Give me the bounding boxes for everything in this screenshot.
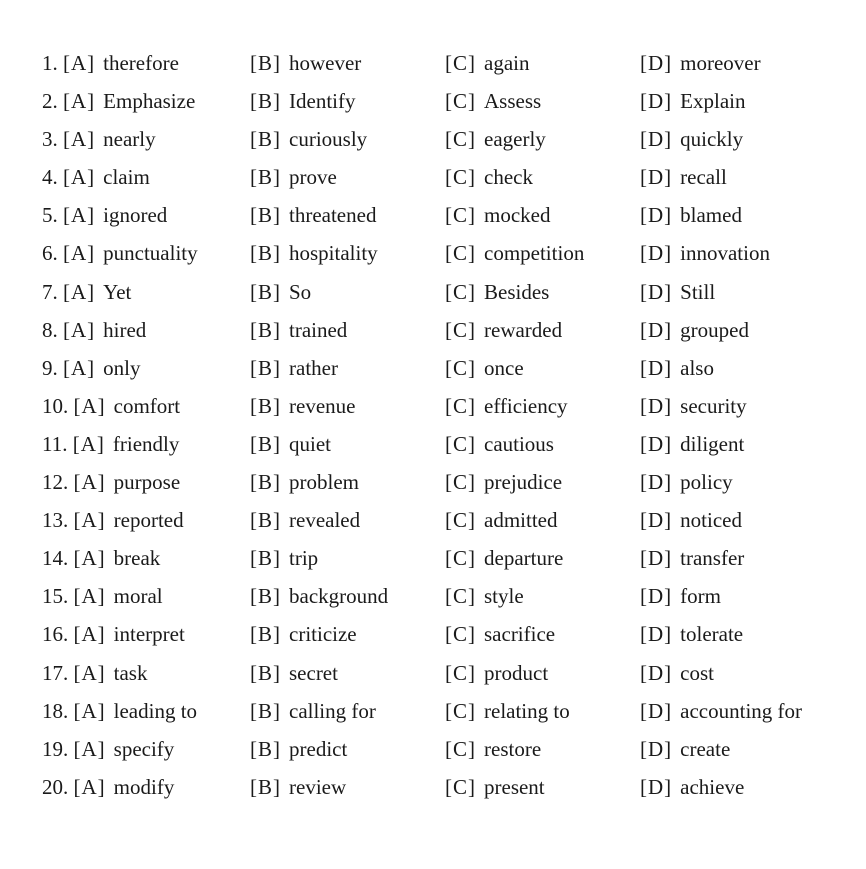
option-word: eagerly <box>484 127 546 152</box>
option-letter: [C] <box>445 355 476 380</box>
option-word: criticize <box>289 622 357 647</box>
option-letter: [D] <box>640 546 673 571</box>
option-word: therefore <box>103 51 179 75</box>
option-letter: [C] <box>445 546 476 571</box>
option-letter: [A] <box>63 355 96 380</box>
option-b <box>250 615 357 653</box>
option-c <box>445 82 541 120</box>
question-row <box>0 120 866 158</box>
option-letter: [B] <box>250 355 281 380</box>
option-letter: [D] <box>640 241 673 266</box>
option-d <box>640 82 745 120</box>
option-c <box>445 692 570 730</box>
option-word: also <box>680 355 714 380</box>
option-word: Besides <box>484 279 550 304</box>
option-word: style <box>484 584 524 609</box>
option-c <box>445 44 529 82</box>
option-c <box>445 196 550 234</box>
option-word: ignored <box>103 203 168 228</box>
option-a <box>42 349 141 387</box>
option-a <box>42 44 179 82</box>
question-row <box>0 615 866 653</box>
option-d <box>640 196 742 234</box>
option-d <box>640 654 714 692</box>
option-letter: [B] <box>250 51 281 75</box>
option-a <box>42 120 156 158</box>
option-d <box>640 730 730 768</box>
option-word: admitted <box>484 508 558 533</box>
option-word: trained <box>289 317 348 342</box>
option-letter: [C] <box>445 51 476 75</box>
question-number: 9. <box>42 355 58 380</box>
question-number: 1. <box>42 51 58 75</box>
option-word: secret <box>289 660 338 685</box>
option-b <box>250 501 360 539</box>
option-c <box>445 273 549 311</box>
option-b <box>250 539 318 577</box>
option-word: threatened <box>289 203 377 228</box>
option-word: cautious <box>484 431 554 456</box>
option-b <box>250 44 361 82</box>
option-letter: [D] <box>640 203 673 228</box>
option-letter: [A] <box>63 241 96 266</box>
question-number: 17. <box>42 660 69 685</box>
option-letter: [B] <box>250 279 281 304</box>
option-letter: [B] <box>250 470 281 495</box>
question-number: 16. <box>42 622 69 647</box>
option-a <box>42 577 163 615</box>
option-word: So <box>289 279 312 304</box>
option-letter: [C] <box>445 203 476 228</box>
option-letter: [C] <box>445 279 476 304</box>
option-c <box>445 425 554 463</box>
option-letter: [D] <box>640 165 673 190</box>
option-d <box>640 311 749 349</box>
option-letter: [A] <box>72 431 105 456</box>
option-word: present <box>484 774 545 799</box>
option-word: Explain <box>680 89 746 114</box>
option-letter: [D] <box>640 279 673 304</box>
option-letter: [C] <box>445 89 476 114</box>
option-letter: [D] <box>640 470 673 495</box>
option-c <box>445 730 541 768</box>
option-letter: [A] <box>73 622 106 647</box>
question-number: 4. <box>42 165 58 190</box>
option-letter: [D] <box>640 89 673 114</box>
option-word: Assess <box>484 89 542 114</box>
option-letter: [B] <box>250 393 281 418</box>
option-word: interpret <box>113 622 185 647</box>
question-number: 11. <box>42 431 68 456</box>
option-c <box>445 234 584 272</box>
question-row <box>0 577 866 615</box>
question-number: 5. <box>42 203 58 228</box>
option-a <box>42 196 167 234</box>
option-d <box>640 577 721 615</box>
option-b <box>250 730 347 768</box>
cloze-options-sheet <box>0 44 866 806</box>
option-d <box>640 120 743 158</box>
question-row <box>0 82 866 120</box>
question-row <box>0 501 866 539</box>
option-b <box>250 387 355 425</box>
question-number: 6. <box>42 241 58 266</box>
option-word: however <box>289 51 362 75</box>
option-letter: [C] <box>445 736 476 761</box>
option-b <box>250 654 338 692</box>
question-row <box>0 692 866 730</box>
question-number: 3. <box>42 127 58 152</box>
option-d <box>640 158 727 196</box>
option-d <box>640 501 742 539</box>
question-number: 10. <box>42 393 69 418</box>
option-c <box>445 768 545 806</box>
question-row <box>0 539 866 577</box>
option-letter: [A] <box>73 660 106 685</box>
option-d <box>640 539 744 577</box>
option-word: reported <box>113 508 184 533</box>
question-row <box>0 654 866 692</box>
question-row <box>0 425 866 463</box>
option-word: cost <box>680 660 714 685</box>
option-c <box>445 120 546 158</box>
option-word: create <box>680 736 731 761</box>
option-word: trip <box>289 546 319 571</box>
option-letter: [C] <box>445 165 476 190</box>
option-word: specify <box>113 736 175 761</box>
option-word: hired <box>103 317 147 342</box>
option-letter: [A] <box>63 279 96 304</box>
option-b <box>250 768 346 806</box>
option-word: security <box>680 393 747 418</box>
option-word: prove <box>289 165 337 190</box>
option-word: friendly <box>112 431 180 456</box>
option-d <box>640 463 733 501</box>
question-row <box>0 349 866 387</box>
option-letter: [C] <box>445 317 476 342</box>
question-row <box>0 44 866 82</box>
question-number: 15. <box>42 584 69 609</box>
option-word: relating to <box>484 698 570 723</box>
option-letter: [A] <box>73 584 106 609</box>
question-row <box>0 387 866 425</box>
option-word: restore <box>484 736 542 761</box>
question-row <box>0 730 866 768</box>
option-letter: [A] <box>73 698 106 723</box>
option-a <box>42 82 195 120</box>
option-word: mocked <box>484 203 551 228</box>
option-word: noticed <box>680 508 742 533</box>
option-letter: [A] <box>73 546 106 571</box>
option-word: quickly <box>680 127 744 152</box>
option-a <box>42 425 179 463</box>
option-word: claim <box>103 165 150 190</box>
option-letter: [C] <box>445 508 476 533</box>
option-word: achieve <box>680 774 745 799</box>
option-word: revenue <box>289 393 356 418</box>
option-letter: [C] <box>445 241 476 266</box>
option-word: transfer <box>680 546 745 571</box>
option-letter: [C] <box>445 393 476 418</box>
option-a <box>42 730 174 768</box>
option-c <box>445 539 563 577</box>
option-word: check <box>484 165 533 190</box>
option-letter: [D] <box>640 698 673 723</box>
option-b <box>250 349 338 387</box>
option-word: form <box>680 584 721 609</box>
option-c <box>445 463 562 501</box>
option-letter: [D] <box>640 622 673 647</box>
question-row <box>0 768 866 806</box>
option-a <box>42 768 174 806</box>
option-a <box>42 158 150 196</box>
question-number: 8. <box>42 317 58 342</box>
option-letter: [D] <box>640 508 673 533</box>
option-letter: [B] <box>250 317 281 342</box>
option-word: punctuality <box>103 241 198 266</box>
option-word: rather <box>289 355 338 380</box>
option-word: product <box>484 660 549 685</box>
option-d <box>640 349 714 387</box>
option-letter: [A] <box>73 774 106 799</box>
question-number: 20. <box>42 774 69 799</box>
option-letter: [B] <box>250 622 281 647</box>
option-word: leading to <box>113 698 198 723</box>
option-letter: [A] <box>63 127 96 152</box>
option-word: rewarded <box>484 317 563 342</box>
option-b <box>250 311 347 349</box>
option-word: calling for <box>289 698 376 723</box>
option-letter: [B] <box>250 698 281 723</box>
option-letter: [A] <box>73 508 106 533</box>
option-letter: [A] <box>63 165 96 190</box>
question-number: 2. <box>42 89 58 114</box>
option-word: background <box>289 584 389 609</box>
option-d <box>640 44 761 82</box>
option-word: hospitality <box>289 241 378 266</box>
option-word: problem <box>289 470 359 495</box>
question-row <box>0 311 866 349</box>
option-a <box>42 654 147 692</box>
option-word: recall <box>680 165 727 190</box>
question-row <box>0 463 866 501</box>
option-a <box>42 234 198 272</box>
option-b <box>250 425 331 463</box>
option-letter: [A] <box>73 470 106 495</box>
option-c <box>445 387 568 425</box>
option-d <box>640 768 744 806</box>
option-word: quiet <box>289 431 331 456</box>
option-word: innovation <box>680 241 770 266</box>
option-word: predict <box>289 736 348 761</box>
option-letter: [B] <box>250 89 281 114</box>
option-a <box>42 539 160 577</box>
option-c <box>445 577 524 615</box>
option-letter: [C] <box>445 660 476 685</box>
option-word: departure <box>484 546 564 571</box>
option-word: comfort <box>113 393 181 418</box>
option-word: purpose <box>113 470 181 495</box>
question-row <box>0 234 866 272</box>
option-c <box>445 311 562 349</box>
option-b <box>250 577 388 615</box>
option-word: once <box>484 355 524 380</box>
option-c <box>445 349 524 387</box>
option-c <box>445 615 555 653</box>
option-letter: [B] <box>250 508 281 533</box>
option-a <box>42 463 180 501</box>
option-letter: [B] <box>250 546 281 571</box>
option-d <box>640 234 770 272</box>
option-word: prejudice <box>484 470 563 495</box>
option-b <box>250 463 359 501</box>
option-word: revealed <box>289 508 361 533</box>
option-letter: [C] <box>445 431 476 456</box>
option-letter: [D] <box>640 393 673 418</box>
option-b <box>250 158 337 196</box>
option-b <box>250 82 355 120</box>
option-letter: [A] <box>63 317 96 342</box>
question-row <box>0 196 866 234</box>
option-letter: [B] <box>250 203 281 228</box>
option-word: moral <box>113 584 163 609</box>
option-a <box>42 387 180 425</box>
question-number: 12. <box>42 470 69 495</box>
option-word: break <box>113 546 161 571</box>
option-letter: [C] <box>445 584 476 609</box>
option-word: policy <box>680 470 733 495</box>
option-c <box>445 654 548 692</box>
option-b <box>250 234 378 272</box>
option-letter: [A] <box>73 393 106 418</box>
option-word: nearly <box>103 127 156 152</box>
question-number: 13. <box>42 508 69 533</box>
option-word: competition <box>484 241 585 266</box>
option-letter: [C] <box>445 470 476 495</box>
question-number: 14. <box>42 546 69 571</box>
option-letter: [C] <box>445 698 476 723</box>
question-number: 19. <box>42 736 69 761</box>
option-letter: [C] <box>445 774 476 799</box>
option-letter: [D] <box>640 431 673 456</box>
option-letter: [D] <box>640 660 673 685</box>
option-word: Yet <box>103 279 132 304</box>
option-d <box>640 615 743 653</box>
question-row <box>0 158 866 196</box>
option-b <box>250 273 311 311</box>
option-d <box>640 387 747 425</box>
option-d <box>640 273 715 311</box>
option-letter: [C] <box>445 622 476 647</box>
option-word: tolerate <box>680 622 744 647</box>
option-b <box>250 692 376 730</box>
option-letter: [B] <box>250 127 281 152</box>
option-letter: [D] <box>640 317 673 342</box>
option-b <box>250 120 367 158</box>
option-d <box>640 692 802 730</box>
option-word: again <box>484 51 530 75</box>
option-word: diligent <box>680 431 745 456</box>
option-letter: [B] <box>250 241 281 266</box>
option-word: modify <box>113 774 175 799</box>
option-word: Identify <box>289 89 356 114</box>
option-letter: [B] <box>250 165 281 190</box>
option-letter: [D] <box>640 127 673 152</box>
option-word: review <box>289 774 347 799</box>
question-number: 18. <box>42 698 69 723</box>
option-word: moreover <box>680 51 761 75</box>
option-a <box>42 311 146 349</box>
option-letter: [D] <box>640 584 673 609</box>
option-word: curiously <box>289 127 368 152</box>
option-letter: [C] <box>445 127 476 152</box>
option-c <box>445 158 533 196</box>
option-a <box>42 692 197 730</box>
question-row <box>0 273 866 311</box>
option-a <box>42 273 131 311</box>
option-letter: [B] <box>250 736 281 761</box>
option-d <box>640 425 744 463</box>
option-word: Still <box>680 279 716 304</box>
option-letter: [B] <box>250 431 281 456</box>
option-letter: [A] <box>63 89 96 114</box>
option-letter: [D] <box>640 51 673 75</box>
option-word: Emphasize <box>103 89 196 114</box>
option-letter: [A] <box>63 51 96 75</box>
option-word: blamed <box>680 203 742 228</box>
option-letter: [B] <box>250 660 281 685</box>
question-number: 7. <box>42 279 58 304</box>
option-word: sacrifice <box>484 622 556 647</box>
option-b <box>250 196 376 234</box>
option-a <box>42 501 184 539</box>
option-word: task <box>113 660 148 685</box>
option-letter: [D] <box>640 736 673 761</box>
option-word: accounting for <box>680 698 803 723</box>
option-word: only <box>103 355 141 380</box>
option-word: grouped <box>680 317 749 342</box>
option-letter: [B] <box>250 584 281 609</box>
option-letter: [B] <box>250 774 281 799</box>
option-letter: [D] <box>640 774 673 799</box>
option-a <box>42 615 185 653</box>
option-letter: [A] <box>73 736 106 761</box>
option-letter: [D] <box>640 355 673 380</box>
option-c <box>445 501 557 539</box>
option-letter: [A] <box>63 203 96 228</box>
option-word: efficiency <box>484 393 568 418</box>
